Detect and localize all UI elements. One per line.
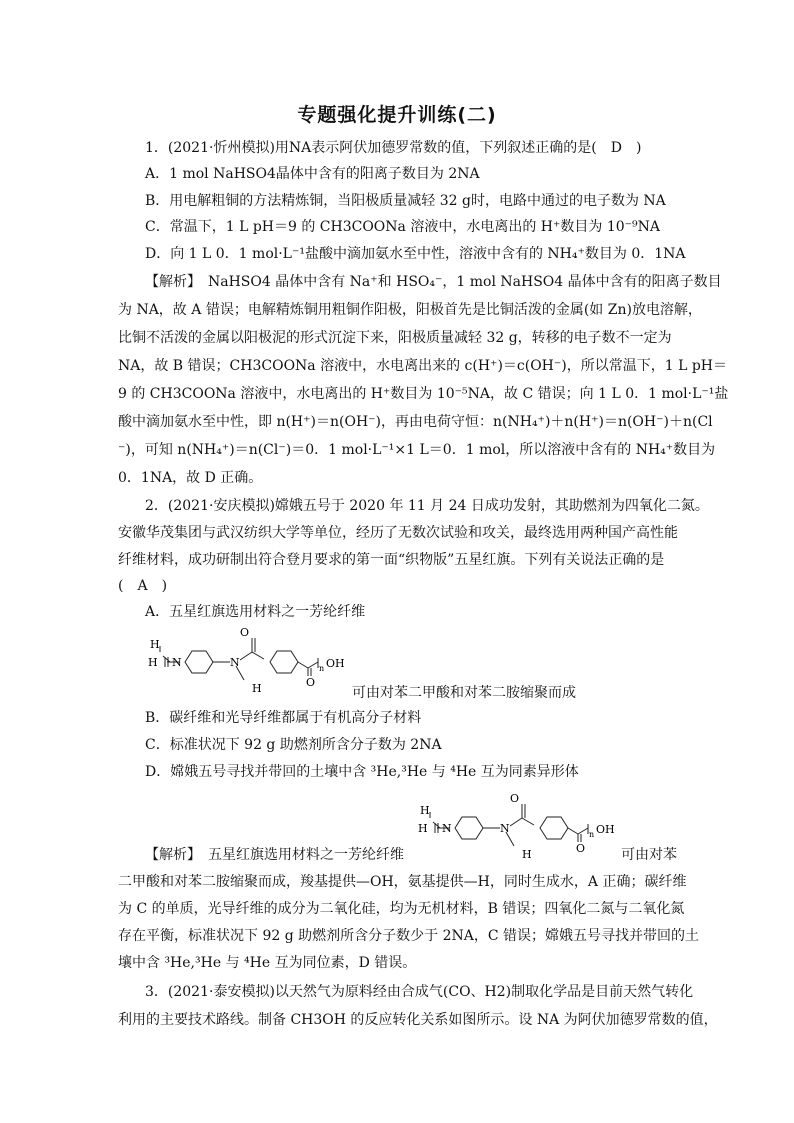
q2-analysis-line: 二甲酸和对苯二胺缩聚而成，羧基提供—OH，氨基提供—H，同时生成水，A 正确；碳纤维 bbox=[118, 874, 687, 890]
q1-option-d: D．向 1 L 0．1 mol·L⁻¹盐酸中滴加氨水至中性，溶液中含有的 NH₄⁺数目为 0．1NA bbox=[145, 246, 686, 262]
q3-stem-line: 利用的主要技术路线。制备 CH3OH 的反应转化关系如图所示。设 NA 为阿伏加德罗常数的值， bbox=[118, 1012, 718, 1028]
atom-label: OH bbox=[326, 657, 345, 670]
atom-label: N bbox=[230, 656, 240, 669]
atom-label: n bbox=[589, 830, 595, 839]
q1-analysis-line: 0．1NA，故 D 正确。 bbox=[118, 470, 263, 486]
atom-label: H bbox=[150, 638, 160, 651]
q1-option-c: C．常温下，1 L pH＝9 的 CH3COONa 溶液中，水电离出的 H⁺数目为 10⁻⁹NA bbox=[145, 219, 661, 235]
atom-label: H bbox=[148, 656, 158, 669]
q3-stem-line: 3．(2021·泰安模拟)以天然气为原料经由合成气(CO、H2)制取化学品是目前天然气转化 bbox=[145, 984, 694, 1000]
atom-label: O bbox=[306, 676, 316, 689]
q1-analysis-line: 9 的 CH3COONa 溶液中，水电离出的 H⁺数目为 10⁻⁵NA，故 C 错误；向 1 L 0．1 mol·L⁻¹盐 bbox=[118, 386, 729, 402]
q1-analysis-line: NA，故 B 错误；CH3COONa 溶液中，水电离出来的 c(H⁺)＝c(OH⁻)，所以常温下，1 L pH＝ bbox=[118, 358, 728, 374]
q2-stem-line: 纤维材料，成功研制出符合登月要求的第一面“织物版”五星红旗。下列有关说法正确的是 bbox=[118, 552, 665, 568]
q1-analysis-line: 酸中滴加氨水至中性，即 n(H⁺)＝n(OH⁻)，再由电荷守恒：n(NH₄⁺)＋n(H⁺)＝n(OH⁻)＋n(Cl bbox=[118, 414, 713, 430]
q2-option-a: A．五星红旗选用材料之一芳纶纤维 bbox=[145, 604, 366, 620]
atom-label: H bbox=[252, 682, 262, 695]
q1-analysis-line: 【解析】 NaHSO4 晶体中含有 Na⁺和 HSO₄⁻，1 mol NaHSO4 晶体中含有的阳离子数目 bbox=[145, 274, 722, 290]
atom-label: N bbox=[500, 822, 510, 835]
q2-analysis-line: 为 C 的单质，光导纤维的成分为二氧化硅，均为无机材料，B 错误；四氧化二氮与二氧化氮 bbox=[118, 901, 685, 917]
atom-label: N bbox=[172, 656, 182, 669]
atom-label: O bbox=[576, 842, 586, 855]
atom-label: OH bbox=[596, 823, 615, 836]
aramid-structure-1 bbox=[140, 624, 380, 696]
q1-option-b: B．用电解粗铜的方法精炼铜，当阳极质量减轻 32 g时，电路中通过的电子数为 NA bbox=[145, 193, 666, 209]
atom-label: N bbox=[442, 822, 452, 835]
q2-stem-line: 2．(2021·安庆模拟)嫦娥五号于 2020 年 11 月 24 日成功发射，其助燃剂为四氧化二氮。 bbox=[145, 498, 709, 514]
q2-analysis-line: 存在平衡，标准状况下 92 g 助燃剂所含分子数少于 2NA，C 错误；嫦娥五号寻找并带回的土 bbox=[118, 928, 700, 944]
q2-stem-line: 安徽华茂集团与武汉纺织大学等单位，经历了无数次试验和攻关，最终选用两种国产高性能 bbox=[118, 525, 678, 541]
q1-option-a: A．1 mol NaHSO4晶体中含有的阳离子数目为 2NA bbox=[145, 166, 480, 182]
atom-label: H bbox=[522, 848, 532, 861]
q2-option-a-tail: 可由对苯二甲酸和对苯二胺缩聚而成 bbox=[352, 685, 576, 701]
aramid-structure-2 bbox=[410, 790, 650, 862]
q1-analysis-line: ⁻)，可知 n(NH₄⁺)＝n(Cl⁻)＝0．1 mol·L⁻¹×1 L＝0．1 mol，所以溶液中含有的 NH₄⁺数目为 bbox=[118, 442, 716, 458]
atom-label: n bbox=[319, 664, 325, 673]
atom-label: O bbox=[240, 626, 250, 639]
atom-label: H bbox=[420, 804, 430, 817]
q2-analysis-head-tail: 可由对苯 bbox=[621, 847, 677, 863]
q2-option-d: D．嫦娥五号寻找并带回的土壤中含 ³He,³He 与 ⁴He 互为同素异形体 bbox=[145, 764, 579, 780]
q2-analysis-line: 壤中含 ³He,³He 与 ⁴He 互为同位素，D 错误。 bbox=[118, 955, 417, 971]
q2-analysis-head: 【解析】 五星红旗选用材料之一芳纶纤维 bbox=[145, 847, 404, 863]
q2-option-b: B．碳纤维和光导纤维都属于有机高分子材料 bbox=[145, 710, 422, 726]
q2-option-c: C．标准状况下 92 g 助燃剂所含分子数为 2NA bbox=[145, 737, 442, 753]
page-title: 专题强化提升训练(二) bbox=[297, 104, 497, 126]
q1-analysis-line: 比铜不活泼的金属以阳极泥的形式沉淀下来，阳极质量减轻 32 g，转移的电子数不一定为 bbox=[118, 330, 672, 346]
q1-stem: 1．(2021·忻州模拟)用NA表示阿伏加德罗常数的值，下列叙述正确的是( D ) bbox=[145, 140, 642, 156]
q1-analysis-line: 为 NA，故 A 错误；电解精炼铜用粗铜作阳极，阳极首先是比铜活泼的金属(如 Zn)放电溶解， bbox=[118, 302, 702, 318]
q2-stem-line: ( A ) bbox=[118, 578, 168, 594]
atom-label: H bbox=[418, 822, 428, 835]
atom-label: O bbox=[510, 792, 520, 805]
